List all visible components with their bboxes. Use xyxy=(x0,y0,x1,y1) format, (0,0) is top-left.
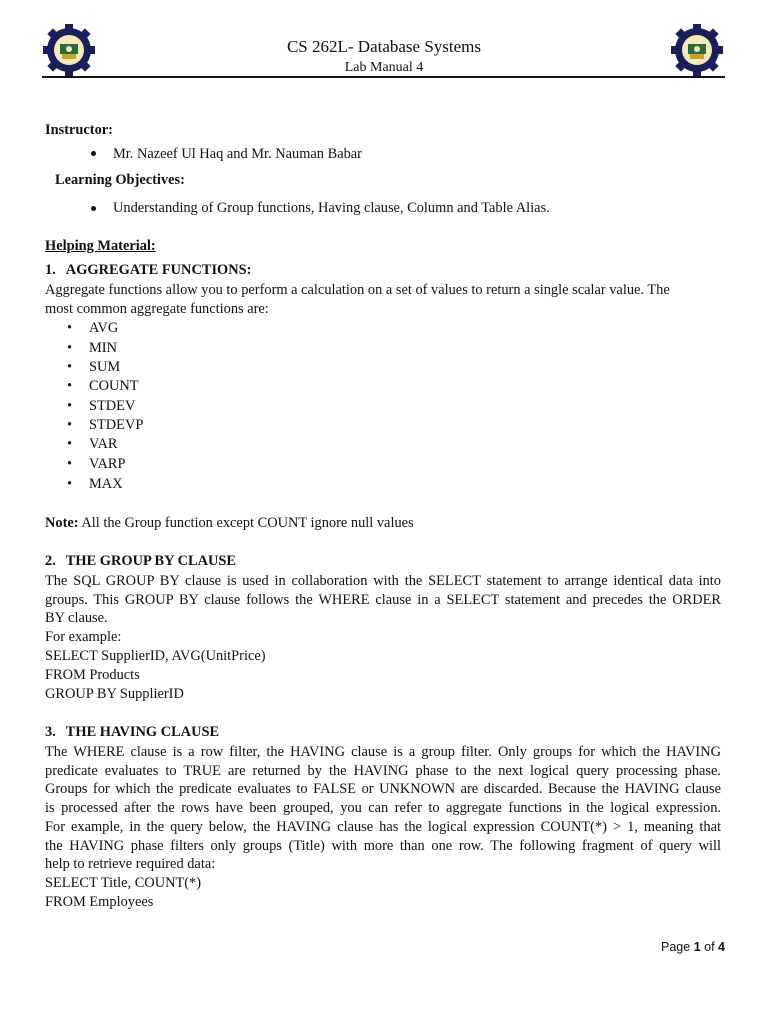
list-item: • COUNT xyxy=(67,378,139,394)
section-2-heading xyxy=(45,552,236,571)
section-3-title: THE HAVING CLAUSE xyxy=(65,724,220,740)
section-1-number: 1. xyxy=(45,262,56,278)
example-label: For example: xyxy=(45,629,122,645)
list-item: • VAR xyxy=(67,436,118,452)
university-logo-right xyxy=(671,24,723,76)
section-3-paragraph-2 xyxy=(45,818,721,874)
code-line: GROUP BY SupplierID xyxy=(45,686,184,702)
bullet-icon: • xyxy=(67,359,73,375)
paragraph-line: predicate evaluates to TRUE are returned by the HAVING phase to the next logical query processing phase. xyxy=(45,762,721,779)
list-item: • MIN xyxy=(67,340,117,356)
helping-material-heading: Helping Material: xyxy=(45,238,156,254)
list-item: • SUM xyxy=(67,359,121,375)
list-item: • STDEV xyxy=(67,398,136,414)
instructor-heading: Instructor: xyxy=(45,122,113,138)
paragraph-line: help to retrieve required data: xyxy=(45,856,216,873)
course-title: CS 262L- Database Systems xyxy=(286,37,482,56)
objective-item: Understanding of Group functions, Having clause, Column and Table Alias. xyxy=(113,200,550,216)
bullet-icon xyxy=(91,206,96,211)
section-2-paragraph xyxy=(45,572,721,628)
list-item: • AVG xyxy=(67,320,119,336)
header-divider xyxy=(42,76,725,78)
code-line: SELECT Title, COUNT(*) xyxy=(45,875,202,891)
list-item: • STDEVP xyxy=(67,417,144,433)
paragraph-line: Groups for which the predicate evaluates to FALSE or UNKNOWN are discarded. Because the HAVING clause xyxy=(45,781,721,798)
section-1-text-line: Aggregate functions allow you to perform a calculation on a set of values to return a single scalar value. The xyxy=(45,282,670,298)
code-line: SELECT SupplierID, AVG(UnitPrice) xyxy=(45,648,266,664)
code-line: FROM Employees xyxy=(45,894,154,910)
list-item: • VARP xyxy=(67,456,126,472)
instructor-name: Mr. Nazeef Ul Haq and Mr. Nauman Babar xyxy=(113,146,362,162)
paragraph-line: BY clause. xyxy=(45,610,108,627)
bullet-icon: • xyxy=(67,476,73,492)
objectives-heading: Learning Objectives: xyxy=(55,172,185,188)
page-number: Page 1 of 4 xyxy=(661,940,725,954)
section-1-title: AGGREGATE FUNCTIONS: xyxy=(65,262,252,278)
bullet-icon xyxy=(91,151,96,156)
section-1-heading xyxy=(45,261,251,280)
paragraph-line: the HAVING phase filters only groups (Title) with more than one row. The following fragment of query will xyxy=(45,837,721,854)
bullet-icon: • xyxy=(67,398,73,414)
note-label: Note: xyxy=(45,515,79,531)
section-3-heading xyxy=(45,723,219,742)
manual-subtitle: Lab Manual 4 xyxy=(344,60,424,75)
note-text: All the Group function except COUNT ignore null values xyxy=(81,515,414,531)
section-3-number: 3. xyxy=(45,724,56,740)
bullet-icon: • xyxy=(67,320,73,336)
section-1-text-line: most common aggregate functions are: xyxy=(45,301,269,317)
paragraph-line: groups. This GROUP BY clause follows the WHERE clause in a SELECT statement and precedes the ORDER xyxy=(45,591,721,608)
section-3-paragraph-1 xyxy=(45,743,721,818)
note xyxy=(45,514,414,533)
paragraph-line: The WHERE clause is a row filter, the HAVING clause is a group filter. Only groups for which the HAVING xyxy=(45,744,721,760)
section-2-number: 2. xyxy=(45,553,56,569)
paragraph-line: For example, in the query below, the HAVING clause has the logical expression COUNT(*) > 1, meaning that xyxy=(45,819,721,835)
bullet-icon: • xyxy=(67,417,73,433)
paragraph-line: The SQL GROUP BY clause is used in collaboration with the SELECT statement to arrange identical data into xyxy=(45,573,721,589)
section-2-title: THE GROUP BY CLAUSE xyxy=(65,553,236,569)
bullet-icon: • xyxy=(67,456,73,472)
code-line: FROM Products xyxy=(45,667,140,683)
bullet-icon: • xyxy=(67,340,73,356)
list-item: • MAX xyxy=(67,476,123,492)
paragraph-line: is processed after the rows have been grouped, you can refer to aggregate functions in the logical expression. xyxy=(45,800,721,817)
bullet-icon: • xyxy=(67,436,73,452)
bullet-icon: • xyxy=(67,378,73,394)
